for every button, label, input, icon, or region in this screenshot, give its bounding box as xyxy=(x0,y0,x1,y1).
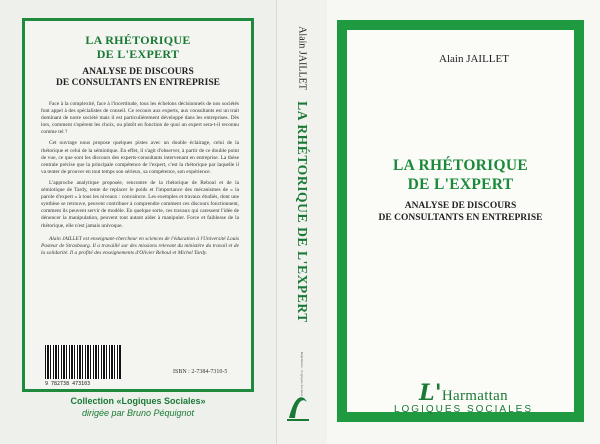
back-cover xyxy=(0,0,276,444)
back-cover-frame xyxy=(22,18,254,392)
author-bio: Alain JAILLET est enseignant-chercheur en sciences de l'éducation à l'Université Louis Pasteur de Strasbourg. Il a travaillé sur des missions relevant du ministère du travail et de la solidarité. Il a profité des enseignements d'Olivier Reboul et Michel Tardy. xyxy=(41,235,239,256)
front-subtitle xyxy=(347,200,574,224)
back-title xyxy=(25,33,251,61)
publisher-logo-initial: L' xyxy=(419,380,442,406)
front-author: Alain JAILLET xyxy=(439,53,509,65)
front-title-line2: DE L'EXPERT xyxy=(407,176,514,193)
publisher-logo xyxy=(327,380,600,406)
barcode xyxy=(45,345,121,379)
back-title-line2: DE L'EXPERT xyxy=(96,47,180,61)
collection-director: dirigée par Bruno Péquignot xyxy=(81,408,195,418)
blurb-paragraph: Cet ouvrage nous propose quelques pistes avec un double éclairage, celui de la rhétorique et celui de la sémiotique. En effet, il s'agit d'observer, à partir de ce double point de vue, ce que sont les discours des experts-consultants intervenant en entreprise. La thèse centrale précise que la principale compétence de l'expert, c'est la rhétorique par laquelle il va tenter de prouver en tout temps son sérieux, sa compétence, son expérience. xyxy=(41,140,239,175)
back-title-line1: LA RHÉTORIQUE xyxy=(85,33,191,47)
front-subtitle-line1: ANALYSE DE DISCOURS xyxy=(404,201,517,211)
publisher-logo-name: Harmattan xyxy=(441,388,508,404)
series-name: LOGIQUES SOCIALES xyxy=(393,404,534,415)
spine-printer-note: Imprimerie · Logiques Sociales xyxy=(300,351,304,397)
isbn: ISBN : 2-7384-7310-5 xyxy=(173,369,228,375)
blurb-paragraph: Face à la complexité, face à l'incertitude, tous les échelons décisionnels de nos sociétés font appel à des spécialistes de conseil. Ce recours aux experts, aux consultants est un trait dominant de notre société mais il est particulièrement développé dans les entreprises. Dès lors, comment s'opèrent les choix, ou plutôt en fonction de quoi un expert sera-t-il reconnu comme tel ? xyxy=(41,101,239,136)
back-subtitle-line2: DE CONSULTANTS EN ENTREPRISE xyxy=(56,78,220,88)
front-title xyxy=(347,156,574,194)
spine-title: LA RHÉTORIQUE DE L'EXPERT xyxy=(295,101,310,323)
front-cover xyxy=(327,0,600,444)
back-blurb xyxy=(41,101,239,261)
barcode-digits: 9 782738 473103 xyxy=(45,381,91,387)
front-subtitle-line2: DE CONSULTANTS EN ENTREPRISE xyxy=(378,213,543,223)
spine xyxy=(276,0,328,444)
blurb-paragraph: L'approche analytique proposée, rencontre de la rhétorique de Reboul et de la sémiotique de Tardy, tente de replacer le poids et l'importance des mécanismes de « la parole d'expert » à tous les niveaux : convaincre. Les exemples et travaux étudiés, dont une synthèse se retrouve, peuvent contribuer à comprendre comment ces discours fonctionnent, comment ils peuvent servir de modèle. En quelque sorte, ces travaux qui caressent l'idée de dénoncer la manipulation, peuvent tout autant aider à manipuler. Force et faiblesse de la rhétorique, elle n'est jamais univoque. xyxy=(41,179,239,229)
publisher-logo-icon xyxy=(283,388,313,424)
back-subtitle-line1: ANALYSE DE DISCOURS xyxy=(82,67,194,77)
front-cover-frame xyxy=(337,20,584,422)
back-subtitle xyxy=(25,67,251,89)
collection-name: Collection «Logiques Sociales» xyxy=(70,396,206,406)
front-title-line1: LA RHÉTORIQUE xyxy=(393,157,528,174)
spine-author: Alain JAILLET xyxy=(296,26,308,90)
